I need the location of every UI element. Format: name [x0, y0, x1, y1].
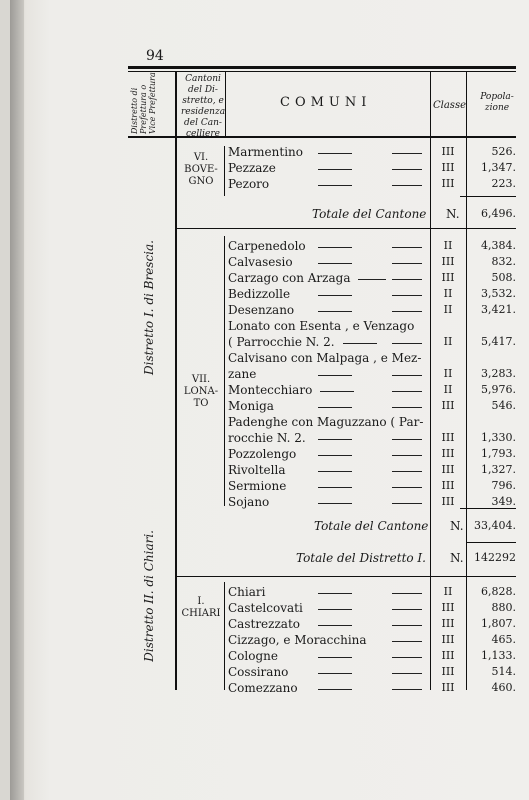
- leader-dash: [392, 439, 422, 440]
- table-row: Sermione: [228, 479, 287, 493]
- cantone-vii-label: VII. LONA- TO: [183, 374, 219, 409]
- table-row: Lonato con Esenta , e Venzago: [228, 319, 415, 333]
- total-cantone-vii-pop: 33,404.: [474, 519, 516, 532]
- total-cantone-vi: Totale del Cantone: [312, 207, 427, 221]
- leader-dash: [392, 471, 422, 472]
- rule-after-total-1: [176, 228, 516, 229]
- header-classe: Classe: [433, 100, 466, 111]
- table-row: Marmentino: [228, 145, 303, 159]
- popolazione-cell: 465.: [491, 633, 516, 646]
- leader-dash: [318, 375, 352, 376]
- classe-cell: II: [443, 303, 453, 316]
- popolazione-cell: 526.: [491, 145, 516, 158]
- col-rule-cantoni: [225, 72, 226, 138]
- classe-cell: II: [443, 287, 453, 300]
- popolazione-cell: 3,283.: [481, 367, 516, 380]
- rule-before-total-1: [460, 196, 516, 197]
- classe-cell: III: [441, 617, 455, 630]
- table-row: ( Parrocchie N. 2.: [228, 335, 335, 349]
- leader-dash: [392, 247, 422, 248]
- leader-dash: [392, 295, 422, 296]
- table-row: Castrezzato: [228, 617, 300, 631]
- leader-dash: [392, 185, 422, 186]
- table-row: zane: [228, 367, 257, 381]
- distretto-2-label: Distretto II. di Chiari.: [142, 530, 156, 662]
- leader-dash: [392, 263, 422, 264]
- table-row: Castelcovati: [228, 601, 303, 615]
- total-cantone-vii-n: N.: [450, 519, 464, 533]
- leader-dash: [392, 673, 422, 674]
- table-row: Montecchiaro: [228, 383, 313, 397]
- table-row: Calvisano con Malpaga , e Mez-: [228, 351, 422, 365]
- table-row: Carpenedolo: [228, 239, 306, 253]
- popolazione-cell: 1,793.: [481, 447, 516, 460]
- popolazione-cell: 514.: [491, 665, 516, 678]
- leader-dash: [318, 689, 352, 690]
- popolazione-cell: 4,384.: [481, 239, 516, 252]
- table-row: Bedizzolle: [228, 287, 291, 301]
- leader-dash: [392, 153, 422, 154]
- header-comuni: COMUNI: [280, 95, 372, 110]
- classe-cell: III: [441, 447, 455, 460]
- popolazione-cell: 1,330.: [481, 431, 516, 444]
- popolazione-cell: 5,417.: [481, 335, 516, 348]
- table-row: Moniga: [228, 399, 274, 413]
- leader-dash: [318, 657, 352, 658]
- header-popolazione: Popola- zione: [480, 92, 514, 113]
- cantone-vi-label: VI. BOVE- GNO: [184, 152, 218, 187]
- total-distretto-i-n: N.: [450, 551, 464, 565]
- popolazione-cell: 349.: [491, 495, 516, 508]
- leader-dash: [318, 407, 352, 408]
- leader-dash: [392, 625, 422, 626]
- table-row: Pezzaze: [228, 161, 276, 175]
- classe-cell: III: [441, 431, 455, 444]
- popolazione-cell: 508.: [491, 271, 516, 284]
- popolazione-cell: 6,828.: [481, 585, 516, 598]
- leader-dash: [318, 471, 352, 472]
- leader-dash: [318, 487, 352, 488]
- classe-cell: II: [443, 367, 453, 380]
- popolazione-cell: 1,133.: [481, 649, 516, 662]
- classe-cell: II: [443, 239, 453, 252]
- leader-dash: [392, 311, 422, 312]
- popolazione-cell: 460.: [491, 681, 516, 694]
- classe-cell: III: [441, 145, 455, 158]
- classe-cell: III: [441, 495, 455, 508]
- popolazione-cell: 223.: [491, 177, 516, 190]
- bracket-c6: [224, 146, 225, 196]
- leader-dash: [392, 407, 422, 408]
- classe-cell: II: [443, 383, 453, 396]
- total-distretto-i: Totale del Distretto I.: [296, 551, 426, 565]
- leader-dash: [392, 593, 422, 594]
- leader-dash: [392, 657, 422, 658]
- table-row: Calvasesio: [228, 255, 293, 269]
- leader-dash: [392, 375, 422, 376]
- classe-cell: III: [441, 601, 455, 614]
- classe-cell: III: [441, 271, 455, 284]
- leader-dash: [318, 673, 352, 674]
- leader-dash: [392, 689, 422, 690]
- classe-cell: III: [441, 479, 455, 492]
- table-row: Rivoltella: [228, 463, 286, 477]
- leader-dash: [318, 503, 352, 504]
- rule-before-total-3: [466, 542, 516, 543]
- distretto-1-label: Distretto I. di Brescia.: [142, 240, 156, 376]
- leader-dash: [392, 279, 422, 280]
- leader-dash: [392, 391, 422, 392]
- popolazione-cell: 796.: [491, 479, 516, 492]
- popolazione-cell: 832.: [491, 255, 516, 268]
- classe-cell: III: [441, 649, 455, 662]
- page-number: 94: [146, 48, 164, 64]
- bracket-c1: [224, 582, 225, 690]
- header-distretto: Distretto di Prefettura o Vice Prefettura: [130, 72, 157, 134]
- classe-cell: II: [443, 585, 453, 598]
- leader-dash: [318, 263, 352, 264]
- table-row: Cologne: [228, 649, 278, 663]
- total-cantone-vi-n: N.: [446, 207, 460, 221]
- leader-dash: [392, 343, 422, 344]
- total-cantone-vi-pop: 6,496.: [481, 207, 516, 220]
- leader-dash: [392, 487, 422, 488]
- table-row: Cizzago, e Moracchina: [228, 633, 367, 647]
- table-row: Cossirano: [228, 665, 289, 679]
- table-row: Comezzano: [228, 681, 298, 695]
- leader-dash: [358, 279, 386, 280]
- table-row: Carzago con Arzaga: [228, 271, 351, 285]
- popolazione-cell: 1,807.: [481, 617, 516, 630]
- leader-dash: [318, 625, 352, 626]
- table-row: Pozzolengo: [228, 447, 297, 461]
- total-distretto-i-pop: 142292: [474, 551, 516, 564]
- header-cantoni: Cantoni del Di- stretto, e residenza del Can- celliere: [180, 74, 226, 139]
- table-row: Sojano: [228, 495, 270, 509]
- classe-cell: III: [441, 255, 455, 268]
- classe-cell: II: [443, 335, 453, 348]
- table-row: Desenzano: [228, 303, 295, 317]
- popolazione-cell: 1,327.: [481, 463, 516, 476]
- popolazione-cell: 880.: [491, 601, 516, 614]
- classe-cell: III: [441, 681, 455, 694]
- leader-dash: [392, 503, 422, 504]
- rule-after-total-3: [176, 576, 516, 577]
- leader-dash: [318, 609, 352, 610]
- popolazione-cell: 546.: [491, 399, 516, 412]
- classe-cell: III: [441, 463, 455, 476]
- table-row: Padenghe con Maguzzano ( Par-: [228, 415, 424, 429]
- leader-dash: [392, 609, 422, 610]
- leader-dash: [318, 439, 352, 440]
- popolazione-cell: 3,421.: [481, 303, 516, 316]
- leader-dash: [392, 455, 422, 456]
- classe-cell: III: [441, 177, 455, 190]
- col-rule-distretto: [175, 72, 177, 690]
- leader-dash: [318, 169, 352, 170]
- leader-dash: [318, 455, 352, 456]
- leader-dash: [318, 153, 352, 154]
- bracket-c7: [224, 236, 225, 506]
- leader-dash: [318, 311, 352, 312]
- popolazione-cell: 3,532.: [481, 287, 516, 300]
- header-top-rule: [128, 66, 516, 69]
- leader-dash: [318, 295, 352, 296]
- total-cantone-vii: Totale del Cantone: [314, 519, 429, 533]
- classe-cell: III: [441, 161, 455, 174]
- book-spine: [10, 0, 24, 800]
- leader-dash: [318, 185, 352, 186]
- classe-cell: III: [441, 633, 455, 646]
- col-rule-classe-left: [430, 72, 431, 690]
- leader-dash: [318, 593, 352, 594]
- leader-dash: [318, 247, 352, 248]
- leader-dash: [343, 343, 377, 344]
- leader-dash: [392, 641, 422, 642]
- table-row: Pezoro: [228, 177, 270, 191]
- leader-dash: [320, 391, 354, 392]
- table-row: rocchie N. 2.: [228, 431, 306, 445]
- classe-cell: III: [441, 665, 455, 678]
- cantone-i-label: I. CHIARI: [181, 596, 221, 619]
- popolazione-cell: 5,976.: [481, 383, 516, 396]
- popolazione-cell: 1,347.: [481, 161, 516, 174]
- leader-dash: [392, 169, 422, 170]
- header-top-rule-thin: [128, 71, 516, 72]
- classe-cell: III: [441, 399, 455, 412]
- table-row: Chiari: [228, 585, 266, 599]
